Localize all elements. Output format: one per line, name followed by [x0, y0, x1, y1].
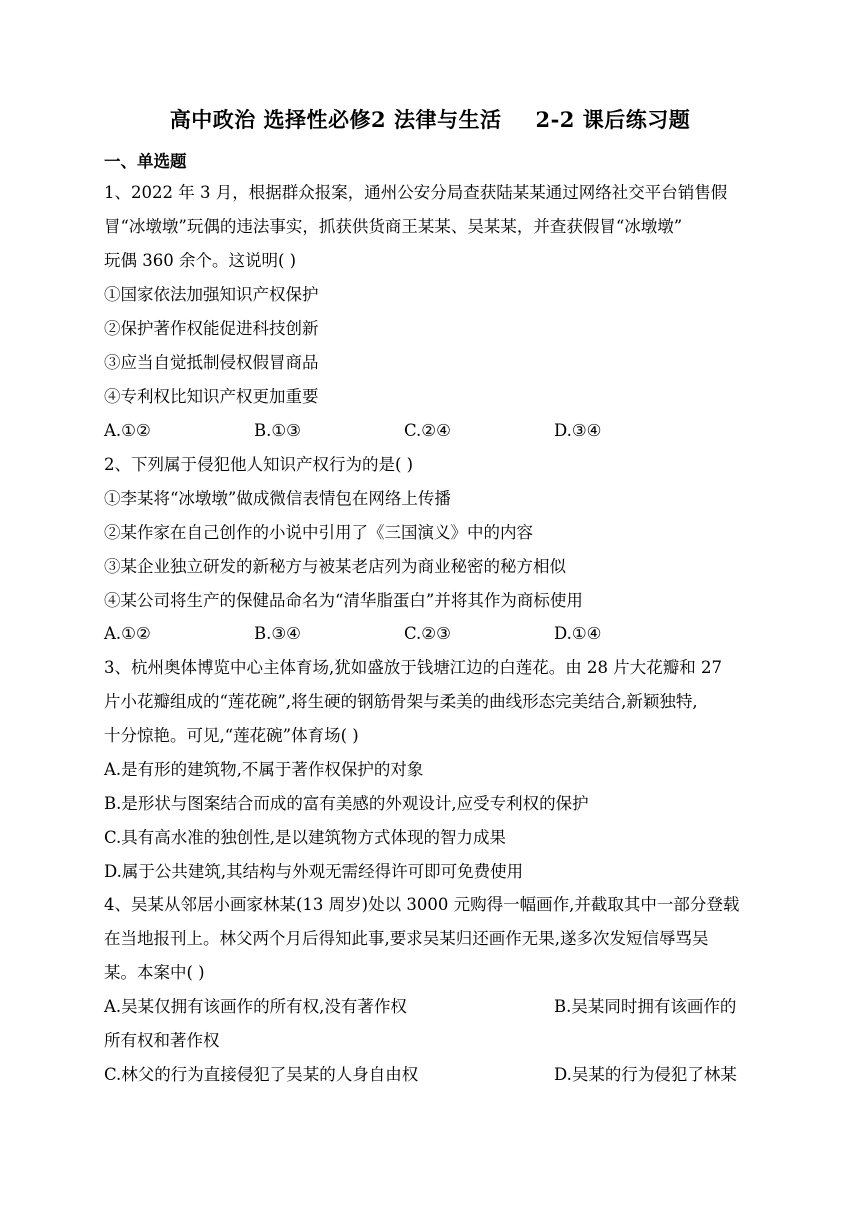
- q1-stem-line: 冒“冰墩墩”玩偶的违法事实，抓获供货商王某某、吴某某，并查获假冒“冰墩墩”: [104, 217, 683, 236]
- q2-option-b: B.③④: [254, 624, 301, 643]
- q1-item: ④专利权比知识产权更加重要: [104, 387, 319, 406]
- q2-item: ②某作家在自己创作的小说中引用了《三国演义》中的内容: [104, 523, 533, 542]
- q1-option-c: C.②④: [404, 421, 451, 440]
- q2-item: ③某企业独立研发的新秘方与被某老店列为商业秘密的秘方相似: [104, 557, 566, 576]
- title-sub: 2-2 课后练习题: [535, 107, 691, 132]
- q1-stem-line: 1、2022 年 3 月，根据群众报案，通州公安分局查获陆某某通过网络社交平台销售假: [104, 183, 728, 202]
- q4-option-b-continued: 所有权和著作权: [104, 1031, 220, 1050]
- page-title: [0, 104, 860, 134]
- q3-option-d: D.属于公共建筑,其结构与外观无需经得许可即可免费使用: [104, 862, 524, 881]
- q4-stem-line: 4、吴某从邻居小画家林某(13 周岁)处以 3000 元购得一幅画作,并截取其中一部分登载: [104, 895, 740, 914]
- q4-option-a: A.吴某仅拥有该画作的所有权,没有著作权: [104, 997, 407, 1016]
- q4-option-b: B.吴某同时拥有该画作的: [554, 997, 737, 1016]
- q2-option-d: D.①④: [554, 624, 602, 643]
- q3-stem-line: 3、杭州奥体博览中心主体育场,犹如盛放于钱塘江边的白莲花。由 28 片大花瓣和 27: [104, 658, 722, 677]
- q1-item: ③应当自觉抵制侵权假冒商品: [104, 353, 319, 372]
- q1-stem-line: 玩偶 360 余个。这说明( ): [104, 251, 297, 270]
- q1-option-a: A.①②: [104, 421, 151, 440]
- q2-option-a: A.①②: [104, 624, 151, 643]
- q4-stem-line: 某。本案中( ): [104, 963, 205, 982]
- q3-stem-line: 片小花瓣组成的“莲花碗”,将生硬的钢筋骨架与柔美的曲线形态完美结合,新颖独特,: [104, 692, 698, 711]
- q3-option-c: C.具有高水准的独创性,是以建筑物方式体现的智力成果: [104, 828, 507, 847]
- q2-option-c: C.②③: [404, 624, 451, 643]
- q4-option-c: C.林父的行为直接侵犯了吴某的人身自由权: [104, 1065, 419, 1084]
- section-heading: 一、单选题: [104, 152, 187, 171]
- q1-item: ①国家依法加强知识产权保护: [104, 285, 319, 304]
- q3-option-a: A.是有形的建筑物,不属于著作权保护的对象: [104, 760, 424, 779]
- q1-option-d: D.③④: [554, 421, 602, 440]
- title-main: 高中政治 选择性必修2 法律与生活: [169, 107, 502, 132]
- q4-option-d: D.吴某的行为侵犯了林某: [554, 1065, 737, 1084]
- q4-stem-line: 在当地报刊上。林父两个月后得知此事,要求吴某归还画作无果,遂多次发短信辱骂吴: [104, 929, 709, 948]
- q3-stem-line: 十分惊艳。可见,“莲花碗”体育场( ): [104, 726, 359, 745]
- q1-item: ②保护著作权能促进科技创新: [104, 319, 319, 338]
- q1-option-b: B.①③: [254, 421, 301, 440]
- q2-item: ①李某将“冰墩墩”做成微信表情包在网络上传播: [104, 489, 451, 508]
- q2-item: ④某公司将生产的保健品命名为“清华脂蛋白”并将其作为商标使用: [104, 591, 583, 610]
- q2-stem-line: 2、下列属于侵犯他人知识产权行为的是( ): [104, 455, 414, 474]
- q3-option-b: B.是形状与图案结合而成的富有美感的外观设计,应受专利权的保护: [104, 794, 589, 813]
